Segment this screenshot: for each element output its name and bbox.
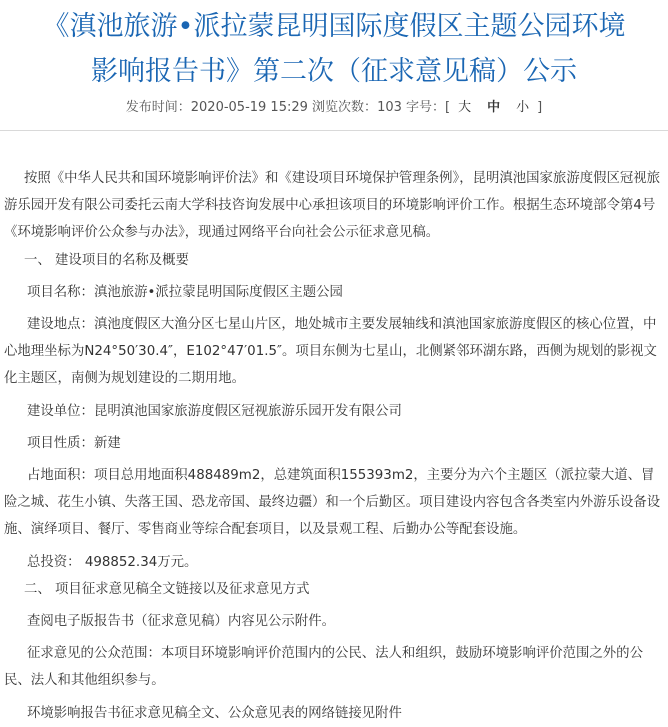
title-line-1: 《滇池旅游•派拉蒙昆明国际度假区主题公园环境 (42, 11, 626, 42)
divider (0, 130, 668, 131)
font-size-medium-button[interactable]: 中 (487, 100, 501, 115)
publish-time-label: 发布时间： (125, 100, 191, 115)
project-investment: 总投资： 498852.34万元。 (27, 554, 198, 570)
article-title (0, 4, 668, 94)
public-scope: 征求意见的公众范围：本项目环境影响评价范围内的公民、法人和组织，鼓励环境影响评价范围之外的公民、法人和其他组织参与。 (4, 646, 643, 689)
section-heading-2: 二、 项目征求意见稿全文链接以及征求意见方式 (24, 581, 310, 597)
font-size-large-button[interactable]: 大 (458, 100, 472, 115)
font-size-label: 字号： (406, 100, 446, 115)
links-info: 环境影响报告书征求意见稿全文、公众意见表的网络链接见附件 (27, 705, 402, 721)
bracket-open: [ (445, 100, 451, 115)
section-heading-1: 一、 建设项目的名称及概要 (24, 252, 189, 268)
project-nature: 项目性质：新建 (27, 435, 121, 451)
project-location: 建设地点：滇池度假区大渔分区七星山片区，地处城市主要发展轴线和滇池国家旅游度假区的核心位置，中心地理坐标为N24°50′30.4″，E102°47′01.5″。项目东侧为七星山，北侧紧邻环湖东路，西侧为规划的影视文化主题区，南侧为规划建设的二期用地。 (4, 317, 657, 387)
article-body (0, 165, 668, 727)
project-name: 项目名称：滇池旅游•派拉蒙昆明国际度假区主题公园 (27, 284, 343, 300)
project-builder: 建设单位：昆明滇池国家旅游度假区冠视旅游乐园开发有限公司 (27, 403, 402, 419)
publish-time: 2020-05-19 15:29 (190, 100, 308, 115)
article-meta (0, 98, 668, 118)
bracket-close: ] (537, 100, 543, 115)
views-label: 浏览次数： (312, 100, 378, 115)
view-count: 103 (377, 100, 402, 115)
consult-info: 查阅电子版报告书（征求意见稿）内容见公示附件。 (27, 614, 335, 630)
project-area: 占地面积：项目总用地面积488489m2，总建筑面积155393m2，主要分为六个主题区（派拉蒙大道、冒险之城、花生小镇、失落王国、恐龙帝国、最终边疆）和一个后勤区。项目建设内容包含各类室内外游乐设备设施、演绎项目、餐厅、零售商业等综合配套项目，以及景观工程、后勤办公等配套设施。 (4, 468, 661, 538)
intro-paragraph: 按照《中华人民共和国环境影响评价法》和《建设项目环境保护管理条例》，昆明滇池国家旅游度假区冠视旅游乐园开发有限公司委托云南大学科技咨询发展中心承担该项目的环境影响评价工作。根据生态环境部令第4号《环境影响评价公众参与办法》，现通过网络平台向社会公示征求意见稿。 (4, 171, 661, 241)
font-size-small-button[interactable]: 小 (516, 100, 530, 115)
title-line-2: 影响报告书》第二次（征求意见稿）公示 (91, 56, 577, 87)
